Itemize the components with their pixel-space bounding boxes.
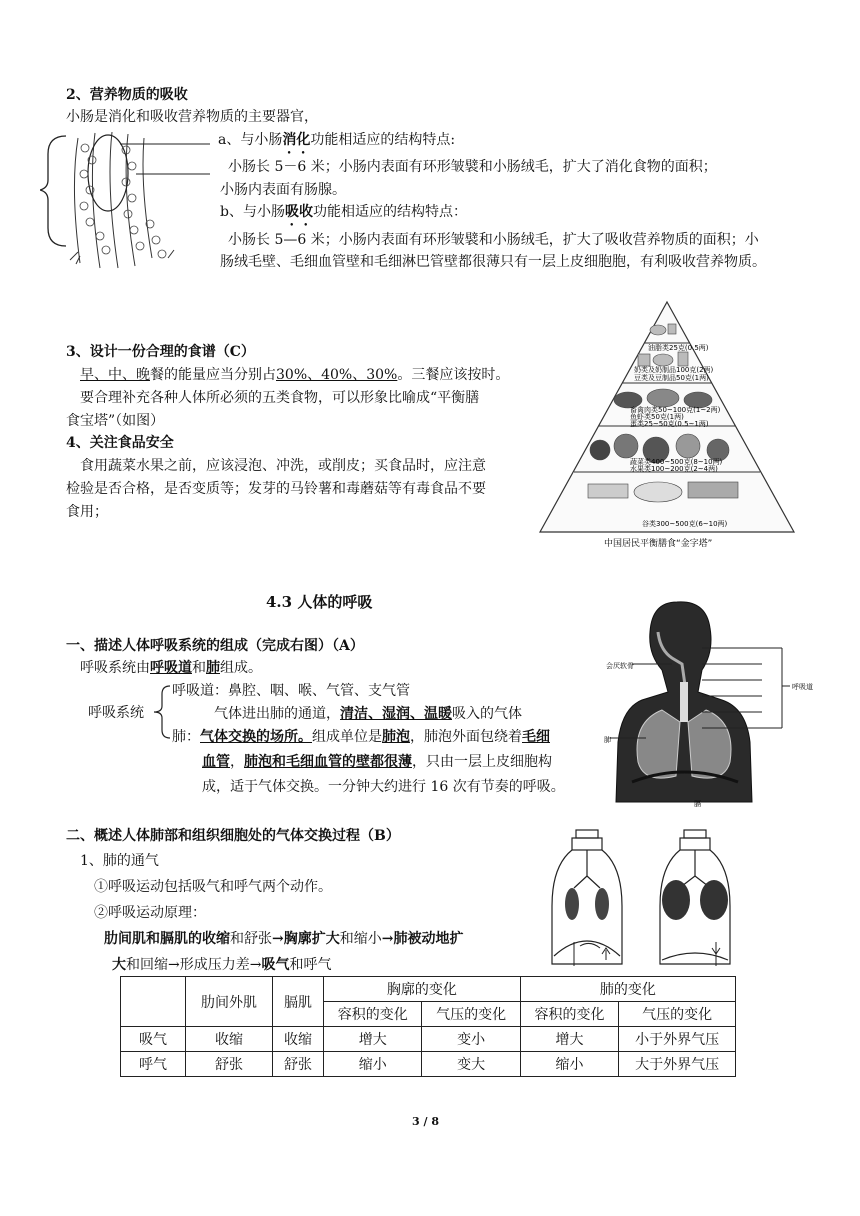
respiration-heading: 4.3 人体的呼吸 [266, 593, 373, 611]
line-a-heading: a、与小肠消化功能相适应的结构特点: [218, 132, 456, 148]
pyramid-tier-1-label: 油脂类25克(0.5两) [648, 344, 709, 352]
line-b-body-1: 小肠长 5—6 米；小肠内表面有环形皱襞和小肠绒毛，扩大了吸收营养物质的面积；小 [228, 232, 759, 248]
section-3-line-2: 要合理补充各种人体所必须的五类食物，可以形象比喻成“平衡膳 [80, 390, 480, 406]
section-2-title: 2、营养物质的吸收 [66, 87, 188, 103]
table-cell: 收缩 [186, 1027, 273, 1052]
header-intercostal: 肋间外肌 [186, 977, 273, 1027]
breathing-movement-line: ①呼吸运动包括吸气和呼气两个动作。 [94, 879, 332, 895]
lung-line-1: 肺：气体交换的场所。组成单位是肺泡，肺泡外面包绕着毛细 [172, 729, 550, 745]
section-3-line-1: 早、中、晚餐的能量应当分别占30%、40%、30%。三餐应该按时。 [80, 367, 510, 383]
principle-line-2: 大和回缩→形成压力差→吸气和呼气 [112, 957, 332, 973]
table-cell: 增大 [324, 1027, 422, 1052]
table-corner-cell [121, 977, 186, 1027]
header-thorax-volume: 容积的变化 [324, 1002, 422, 1027]
table-cell: 缩小 [324, 1052, 422, 1077]
respiration-part-1-title: 一、描述人体呼吸系统的组成（完成右图）（A） [66, 638, 364, 654]
pyramid-tier-3b-label: 鱼虾类50克(1两) [630, 413, 684, 421]
section-3-line-3: 食宝塔”（如图） [66, 413, 165, 429]
table-cell: 舒张 [273, 1052, 324, 1077]
table-cell: 大于外界气压 [619, 1052, 736, 1077]
lung-line-3: 成，适于气体交换。一分钟大约进行 16 次有节奏的呼吸。 [202, 779, 565, 795]
table-row [121, 1052, 736, 1077]
pyramid-tier-4a-label: 蔬菜类400~500克(8~10两) [630, 458, 723, 466]
small-intestine-figure [40, 128, 215, 273]
line-a-body-1: 小肠长 5－6 米；小肠内表面有环形皱襞和小肠绒毛，扩大了消化食物的面积； [228, 159, 717, 175]
lung-label: 肺 [604, 736, 611, 744]
respiratory-tract-line: 呼吸道：鼻腔、咽、喉、气管、支气管 [172, 683, 410, 699]
section-2-intro: 小肠是消化和吸收营养物质的主要器官， [66, 109, 318, 125]
respiratory-tract-function: 气体进出肺的通道，清洁、湿润、温暖吸入的气体 [214, 706, 522, 722]
table-cell: 变大 [422, 1052, 520, 1077]
diaphragm-label: 膈 [694, 800, 701, 808]
lung-line-2: 血管，肺泡和毛细血管的壁都很薄，只由一层上皮细胞构 [202, 754, 552, 770]
row-label: 吸气 [121, 1027, 186, 1052]
section-3-title: 3、设计一份合理的食谱（C） [66, 344, 255, 360]
pyramid-tier-3a-label: 畜禽肉类50~100克(1~2两) [630, 406, 721, 414]
respiratory-system-label: 呼吸系统 [88, 705, 144, 721]
header-diaphragm: 膈肌 [273, 977, 324, 1027]
table-cell: 舒张 [186, 1052, 273, 1077]
header-thorax-pressure: 气压的变化 [422, 1002, 520, 1027]
header-lung-change: 肺的变化 [520, 977, 735, 1002]
lung-ventilation-title: 1、肺的通气 [80, 853, 159, 869]
breathing-comparison-table [120, 976, 736, 1077]
brace-icon [150, 684, 174, 740]
bell-jar-model-figure [546, 826, 742, 976]
section-4-line-2: 检验是否合格，是否变质等；发芽的马铃薯和毒蘑菇等有毒食品不要 [66, 481, 486, 497]
gas-exchange-title: 二、概述人体肺部和组织细胞处的气体交换过程（B） [66, 828, 400, 844]
pyramid-caption: 中国居民平衡膳食“金字塔” [604, 539, 713, 549]
table-cell: 小于外界气压 [619, 1027, 736, 1052]
breathing-principle-line: ②呼吸运动原理： [94, 905, 206, 921]
pyramid-tier-2a-label: 奶类及奶制品100克(2两) [634, 366, 714, 374]
line-a-body-2: 小肠内表面有肠腺。 [220, 182, 346, 198]
pyramid-tier-4b-label: 水果类100~200克(2~4两) [630, 465, 718, 473]
section-4-title: 4、关注食品安全 [66, 435, 174, 451]
row-label: 呼气 [121, 1052, 186, 1077]
table-cell: 缩小 [520, 1052, 618, 1077]
pyramid-tier-2b-label: 豆类及豆制品50克(1两) [634, 374, 709, 382]
respiratory-system-figure [602, 592, 822, 810]
header-lung-pressure: 气压的变化 [619, 1002, 736, 1027]
page-number: 3 / 8 [412, 1115, 439, 1128]
header-thorax-change: 胸廓的变化 [324, 977, 521, 1002]
epiglottis-label: 会厌软骨 [606, 662, 634, 670]
header-lung-volume: 容积的变化 [520, 1002, 618, 1027]
table-cell: 变小 [422, 1027, 520, 1052]
line-b-heading: b、与小肠吸收功能相适应的结构特点： [220, 204, 467, 220]
section-4-line-1: 食用蔬菜水果之前，应该浸泡、冲洗，或削皮；买食品时，应注意 [80, 458, 486, 474]
respiratory-tract-label: 呼吸道 [792, 683, 813, 691]
line-b-body-2: 肠绒毛壁、毛细血管壁和毛细淋巴管壁都很薄只有一层上皮细胞胞，有利吸收营养物质。 [220, 254, 766, 270]
pyramid-tier-5-label: 谷类300~500克(6~10两) [642, 520, 728, 528]
table-cell: 收缩 [273, 1027, 324, 1052]
section-4-line-3: 食用； [66, 504, 108, 520]
pyramid-tier-3c-label: 蛋类25~50克(0.5~1两) [630, 420, 709, 428]
table-cell: 增大 [520, 1027, 618, 1052]
principle-line-1: 肋间肌和膈肌的收缩和舒张→胸廓扩大和缩小→肺被动地扩 [104, 931, 464, 947]
table-row [121, 1027, 736, 1052]
food-pyramid-figure [538, 300, 796, 550]
respiration-system-line: 呼吸系统由呼吸道和肺组成。 [80, 660, 262, 676]
